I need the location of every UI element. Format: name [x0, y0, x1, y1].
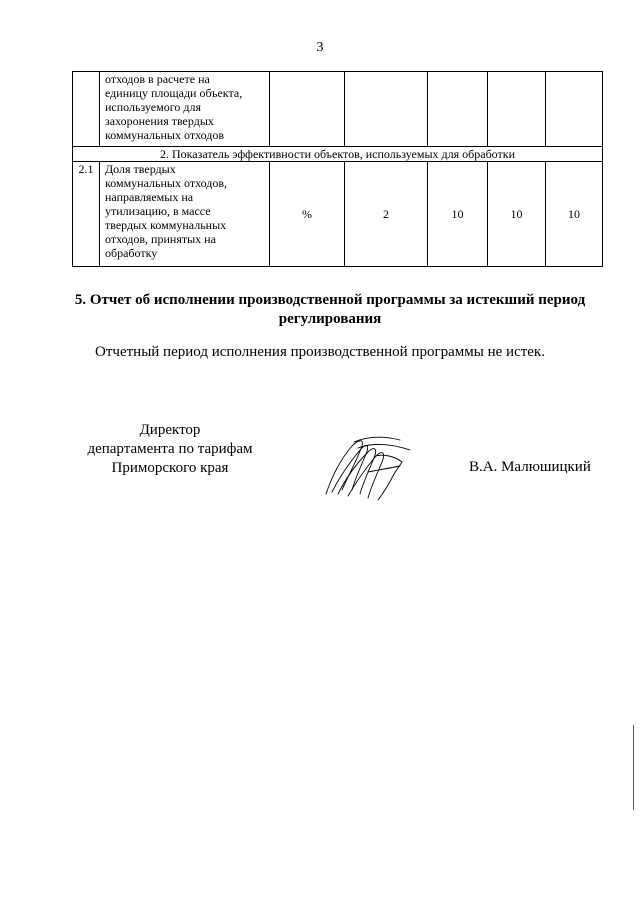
indicator-name-line: единицу площади объекта,: [105, 86, 243, 100]
period-status-text: Отчетный период исполнения производственной программы не истек.: [95, 344, 545, 360]
value-cell: [345, 72, 428, 147]
indicator-name-line: используемого для: [105, 100, 201, 114]
value-cell: 10: [546, 162, 603, 267]
indicator-name-line: коммунальных отходов,: [105, 176, 228, 190]
signer-title-line: департамента по тарифам: [87, 441, 253, 457]
unit-cell: [270, 72, 345, 147]
value-cell: [546, 72, 603, 147]
signer-title: [70, 421, 270, 478]
value-cell: 2: [345, 162, 428, 267]
indicator-name-line: коммунальных отходов: [105, 128, 225, 142]
value-cell: 10: [488, 162, 546, 267]
indicator-name-line: захоронения твердых: [105, 114, 214, 128]
indicator-name-line: утилизацию, в массе: [105, 204, 211, 218]
indicator-name-line: отходов в расчете на: [105, 72, 210, 86]
indicator-name: [100, 72, 270, 147]
signer-title-line: Директор: [139, 422, 201, 438]
unit-cell: %: [270, 162, 345, 267]
value-cell: 10: [428, 162, 488, 267]
indicator-name-line: Доля твердых: [105, 162, 176, 176]
page-number: 3: [316, 40, 324, 55]
section-header-row: [73, 147, 603, 162]
table-row: [73, 162, 603, 267]
indicator-name-line: направляемых на: [105, 190, 194, 204]
indicator-name-line: твердых коммунальных: [105, 218, 227, 232]
row-number: 2.1: [73, 162, 100, 267]
scan-edge-mark: [633, 725, 634, 810]
signer-title-line: Приморского края: [111, 460, 229, 476]
signer-name: В.А. Малюшицкий: [469, 459, 591, 475]
indicator-name: [100, 162, 270, 267]
table-row: [73, 72, 603, 147]
value-cell: [488, 72, 546, 147]
indicator-name-line: обработку: [105, 246, 158, 260]
handwritten-signature: [318, 432, 418, 502]
value-cell: [428, 72, 488, 147]
indicators-table: [72, 71, 603, 267]
section-header: 2. Показатель эффективности объектов, используемых для обработки: [73, 147, 603, 162]
indicator-name-line: отходов, принятых на: [105, 232, 216, 246]
section-heading: 5. Отчет об исполнении производственной программы за истекший период регулирования: [74, 292, 586, 327]
row-number: [73, 72, 100, 147]
